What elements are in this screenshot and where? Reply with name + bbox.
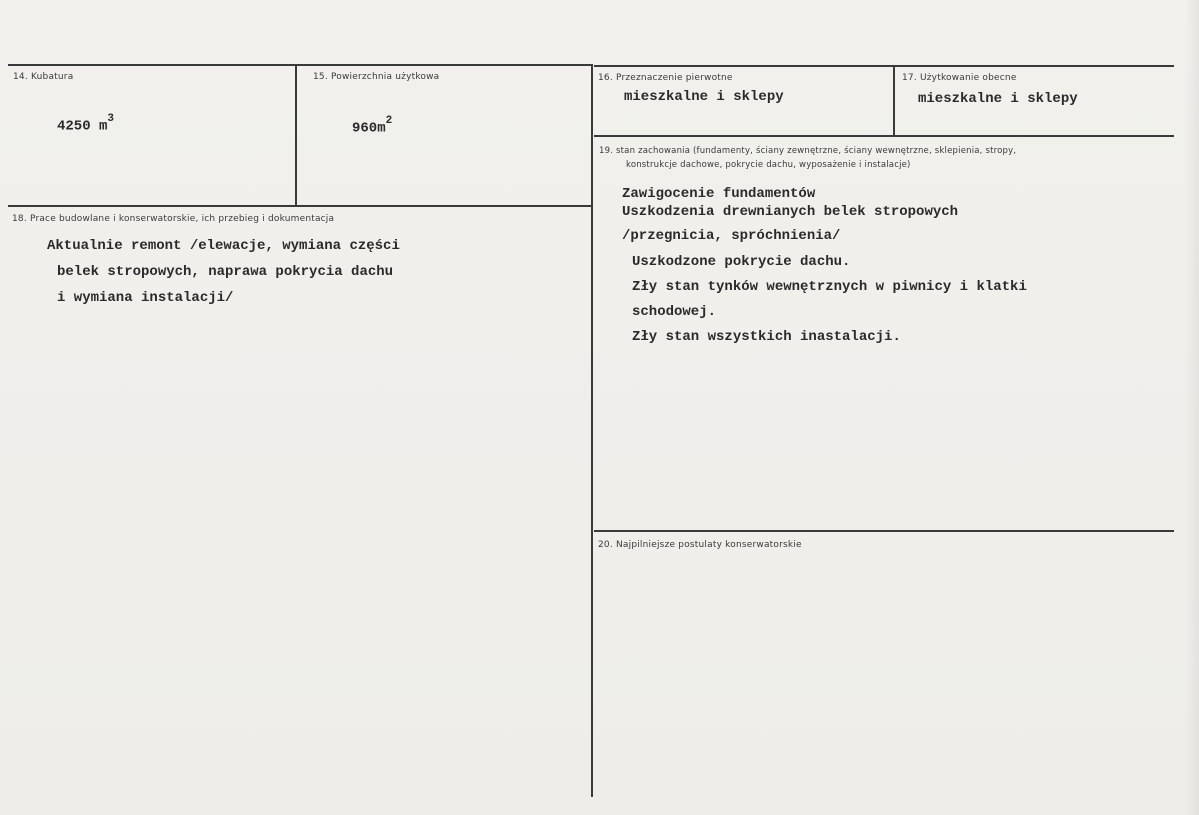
field-19-line-1: Zawigocenie fundamentów [622, 186, 816, 202]
field-17-value: mieszkalne i sklepy [918, 91, 1078, 107]
field-17-label: 17. Użytkowanie obecne [902, 73, 1017, 83]
divider-16-17 [893, 66, 895, 136]
field-19-line-6: schodowej. [632, 304, 717, 320]
field-18-line-3: i wymiana instalacji/ [57, 290, 234, 306]
field-15-label: 15. Powierzchnia użytkowa [313, 72, 440, 82]
field-14-number: 4250 m [57, 118, 108, 135]
field-20-label: 20. Najpilniejsze postulaty konserwatorskie [598, 540, 802, 550]
rule-above-20 [594, 530, 1174, 532]
divider-14-15 [295, 65, 297, 207]
field-19-label-line-1: 19. stan zachowania (fundamenty, ściany zewnętrzne, ściany wewnętrzne, sklepienia, stropy, [599, 146, 1017, 156]
field-19-label-line-2: konstrukcje dachowe, pokrycie dachu, wyposażenie i instalacje) [626, 160, 911, 170]
field-15-number: 960m [352, 120, 386, 137]
field-14-unit-exponent: 3 [107, 113, 115, 125]
rule-under-16-17 [594, 135, 1174, 137]
field-18-line-1: Aktualnie remont /elewacje, wymiana części [47, 238, 400, 254]
field-19-line-5: Zły stan tynków wewnętrznych w piwnicy i klatki [632, 279, 1027, 295]
card-edge-shadow [1185, 0, 1199, 815]
rule-under-14-15 [8, 205, 592, 207]
top-rule-left [8, 64, 592, 66]
field-18-line-2: belek stropowych, naprawa pokrycia dachu [57, 264, 394, 280]
field-16-label: 16. Przeznaczenie pierwotne [598, 73, 733, 83]
field-19-line-3: /przegnicia, spróchnienia/ [622, 228, 841, 244]
field-19-line-2: Uszkodzenia drewnianych belek stropowych [622, 204, 959, 220]
field-18-label: 18. Prace budowlane i konserwatorskie, ich przebieg i dokumentacja [12, 214, 335, 224]
top-rule-right [594, 65, 1174, 67]
divider-main-vertical [591, 64, 593, 797]
field-14-label: 14. Kubatura [13, 72, 74, 82]
field-15-unit-exponent: 2 [385, 115, 393, 127]
field-16-value: mieszkalne i sklepy [624, 89, 784, 105]
field-19-line-4: Uszkodzone pokrycie dachu. [632, 254, 851, 270]
field-15-value [352, 115, 393, 137]
field-19-line-7: Zły stan wszystkich inastalacji. [632, 329, 901, 345]
field-14-value [57, 113, 115, 135]
